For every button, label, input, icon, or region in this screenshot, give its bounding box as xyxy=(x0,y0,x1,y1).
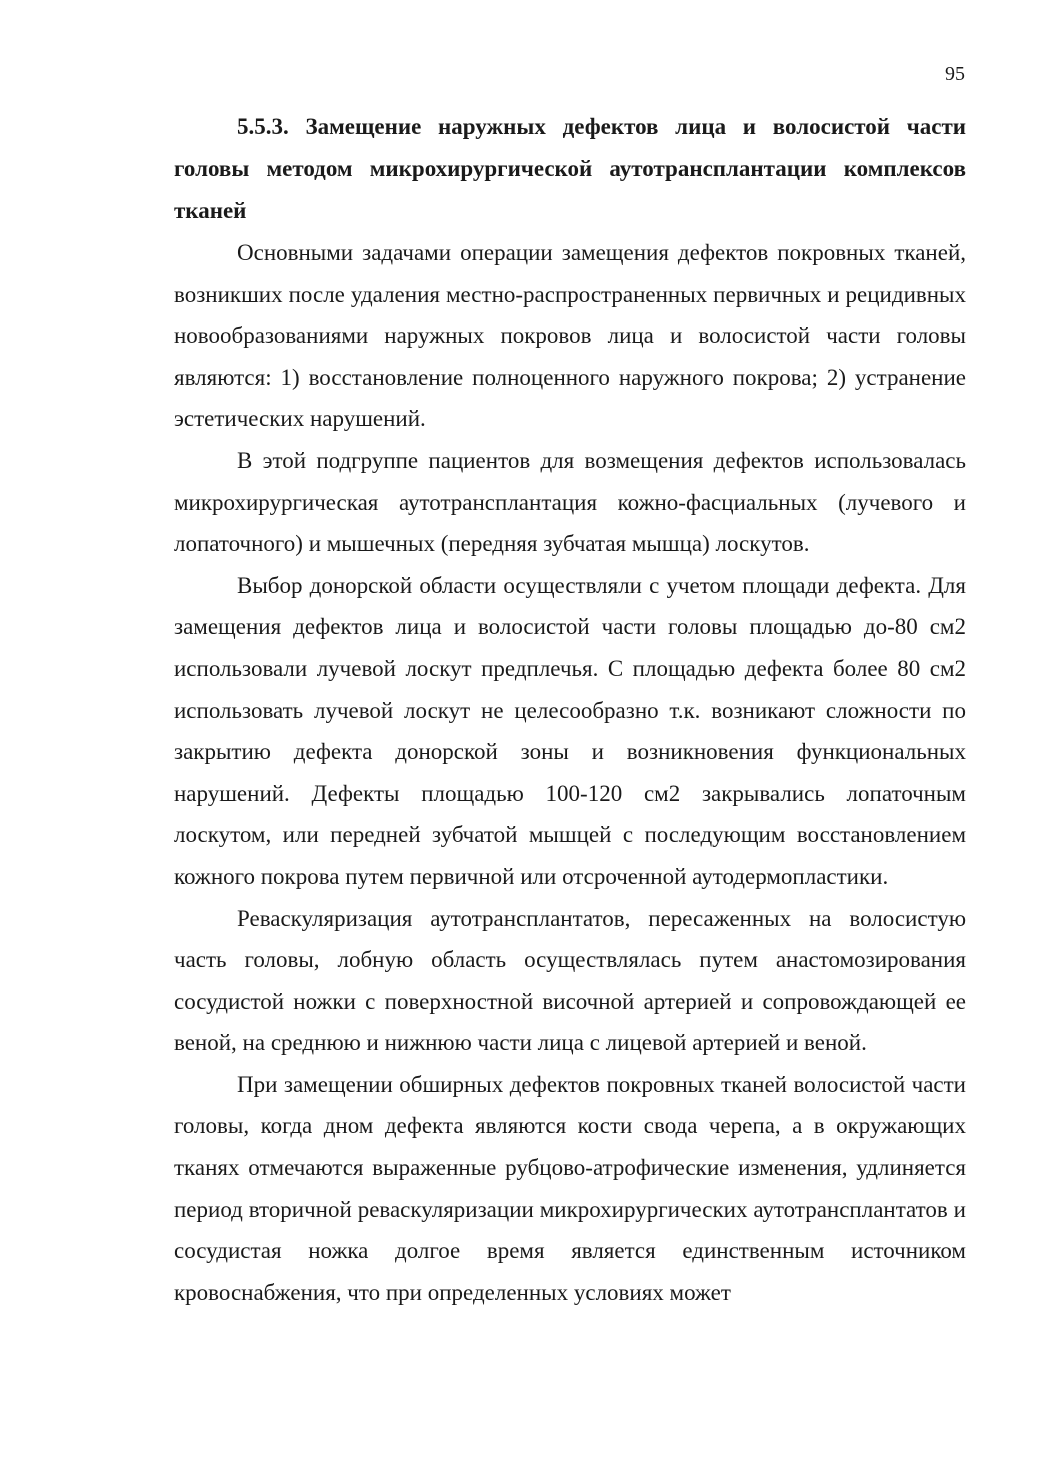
page-number: 95 xyxy=(945,63,965,85)
section-heading: 5.5.3. Замещение наружных дефектов лица и волосистой части головы методом микрохирургической аутотрансплантации комплексов тканей xyxy=(174,114,966,223)
paragraph-1: Основными задачами операции замещения дефектов покровных тканей, возникших после удаления местно-распространенных первичных и рецидивных новообразованиями наружных покровов лица и волосистой части головы являются: 1) восстановление полноценного наружного покрова; 2) устранение эстетических нарушений. xyxy=(174,240,966,432)
page-body xyxy=(174,106,966,1313)
paragraph-5: При замещении обширных дефектов покровных тканей волосистой части головы, когда дном дефекта являются кости свода черепа, а в окружающих тканях отмечаются выраженные рубцово-атрофические изменения, удлиняется период вторичной реваскуляризации микрохирургических аутотрансплантатов и сосудистая ножка долгое время является единственным источником кровоснабжения, что при определенных условиях может xyxy=(174,1071,966,1305)
paragraph-3: Выбор донорской области осуществляли с учетом площади дефекта. Для замещения дефектов лица и волосистой части головы площадью до-80 см2 использовали лучевой лоскут предплечья. С площадью дефекта более 80 см2 использовать лучевой лоскут не целесообразно т.к. возникают сложности по закрытию дефекта донорской зоны и возникновения функциональных нарушений. Дефекты площадью 100-120 см2 закрывались лопаточным лоскутом, или передней зубчатой мышцей с последующим восстановлением кожного покрова путем первичной или отсроченной аутодермопластики. xyxy=(174,572,966,889)
paragraph-2: В этой подгруппе пациентов для возмещения дефектов использовалась микрохирургическая аутотрансплантация кожно-фасциальных (лучевого и лопаточного) и мышечных (передняя зубчатая мышца) лоскутов. xyxy=(174,447,966,557)
paragraph-4: Реваскуляризация аутотрансплантатов, пересаженных на волосистую часть головы, лобную область осуществлялась путем анастомозирования сосудистой ножки с поверхностной височной артерией и сопровождающей ее веной, на среднюю и нижнюю части лица с лицевой артерией и веной. xyxy=(174,905,966,1056)
